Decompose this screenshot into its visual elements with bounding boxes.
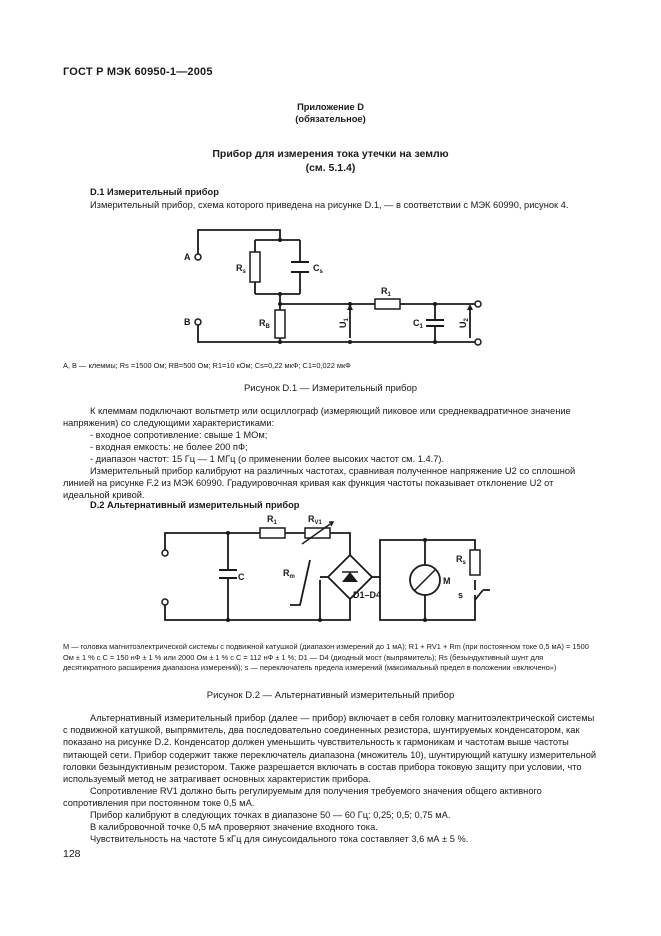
svg-text:RB: $R_B$ [259, 318, 270, 330]
capacitor-c [219, 570, 237, 578]
resistor-rb [275, 310, 285, 338]
rm-symbol [290, 560, 310, 605]
d2-text3: Прибор калибруют в следующих точках в диапазоне 50 — 60 Гц: 0,25; 0,5; 0,75 мА. [90, 810, 451, 820]
svg-text:R1: $R_1$ [381, 286, 391, 298]
d1-text1: К клеммам подключают вольтметр или осциллограф (измеряющий пиковое или среднеквадратичное значение напряжения) со следующими характеристиками: [63, 406, 571, 429]
resistor-r1-d2 [260, 528, 285, 538]
label-a: A [184, 252, 191, 262]
svg-text:D1–D4: D1–D4 [353, 590, 382, 600]
terminal-a [195, 254, 201, 260]
d2-text1: Альтернативный измерительный прибор (далее — прибор) включает в себя головку магнитоэлектрической системы с подвижной катушкой, выпрямитель, два последовательно соединенных резистора, шунтируемых конденсатором, как показано на рисунке D.2. Конденсатор должен уменьшить чувствительность к гармоникам и частотам выше частоты питающей сети. Прибор содержит также переключатель диапазона (множитель 10), шунтирующий катушку измерительной головки безындуктивным резистором. Также разрешается включать в состав прибора токовую защиту при условии, что используемый метод не затрагивает основных характеристик прибора. [63, 713, 597, 785]
capacitor-c1 [426, 320, 444, 326]
svg-text:M: M [443, 576, 451, 586]
d1-text2: Измерительный прибор калибруют на различных частотах, сравнивая полученное напряжение U2 со сплошной линией на рисунке F.2 из МЭК 60990. Градуировочная кривая как функция частоты показывает отклонение U2 от идеальной кривой. [63, 466, 576, 501]
svg-text:Rs: $R_s$ [236, 263, 246, 275]
d1-bullet1: - входное сопротивление: свыше 1 МОм; [90, 430, 268, 440]
svg-text:Cs: $C_s$ [313, 263, 323, 275]
page-number: 128 [63, 848, 81, 860]
d2-text5: Чувствительность на частоте 5 кГц для синусоидального тока составляет 3,6 мА ± 5 %. [90, 834, 469, 844]
svg-text:s: s [458, 590, 464, 600]
resistor-r1 [375, 299, 400, 309]
d2-text4: В калибровочной точке 0,5 мА проверяют значение входного тока. [90, 822, 378, 832]
resistor-rs-d2 [470, 550, 480, 575]
figure-d1-caption: Рисунок D.1 — Измерительный прибор [243, 383, 418, 394]
terminal-b [195, 319, 201, 325]
svg-text:U2: $U_2$ [458, 318, 470, 328]
d1-heading: D.1 Измерительный прибор [90, 187, 219, 197]
svg-text:Rm: $R_m$ [283, 568, 295, 580]
section-title: Прибор для измерения тока утечки на землю [212, 148, 449, 160]
appendix-status: (обязательное) [295, 114, 366, 124]
d1-intro: Измерительный прибор, схема которого приведена на рисунке D.1, — в соответствии с МЭК 60990, рисунок 4. [90, 200, 569, 210]
figure-d2-caption: Рисунок D.2 — Альтернативный измерительный прибор [206, 690, 455, 701]
svg-text:RV1: $R_{V1}$ [308, 514, 322, 526]
resistor-rs [250, 252, 260, 282]
figure-d1-circuit [170, 220, 500, 360]
svg-text:C: C [238, 572, 245, 582]
svg-text:C1: $C_1$ [413, 318, 423, 330]
capacitor-cs [291, 262, 309, 272]
d2-text2: Сопротивление RV1 должно быть регулируемым для получения требуемого значения общего активного сопротивления при постоянном токе 0,5 мА. [63, 786, 542, 809]
label-b: B [184, 317, 191, 327]
d1-legend: А, В — клеммы; Rs =1500 Ом; RB=500 Ом; R1=10 кОм; Cs=0,22 мкФ; C1=0,022 мкФ [63, 361, 351, 370]
svg-text:U1: $U_1$ [338, 318, 350, 328]
appendix-title: Приложение D [297, 102, 364, 112]
d2-heading: D.2 Альтернативный измерительный прибор [90, 500, 300, 510]
section-ref: (см. 5.1.4) [305, 162, 356, 174]
d1-bullet3: - диапазон частот: 15 Гц — 1 МГц (о применении более высоких частот см. 1.4.7). [90, 454, 445, 464]
d2-legend: M — головка магнитоэлектрической системы с подвижной катушкой (диапазон измерений до 1 мА); R1 + RV1 + Rm (при постоянном токе 0,5 мА) = 1500 Ом ± 1 % с C = 150 нФ ± 1 % или 2000 Ом ± 1 % с C = 112 нФ ± 1 %; D1 — D4 (диодный мост (выпрямитель); Rs (безындуктивный шунт для десятикратного расширения диапазона измерений); s — переключатель предела измерений (максимальный предел в положении «включено») [63, 642, 589, 672]
standard-header: ГОСТ Р МЭК 60950-1—2005 [63, 66, 213, 78]
figure-d2-circuit [150, 510, 500, 635]
d1-bullet2: - входная емкость: не более 200 пФ; [90, 442, 248, 452]
svg-text:R1: $R_1$ [267, 514, 277, 526]
svg-text:Rs: $R_s$ [456, 554, 466, 566]
